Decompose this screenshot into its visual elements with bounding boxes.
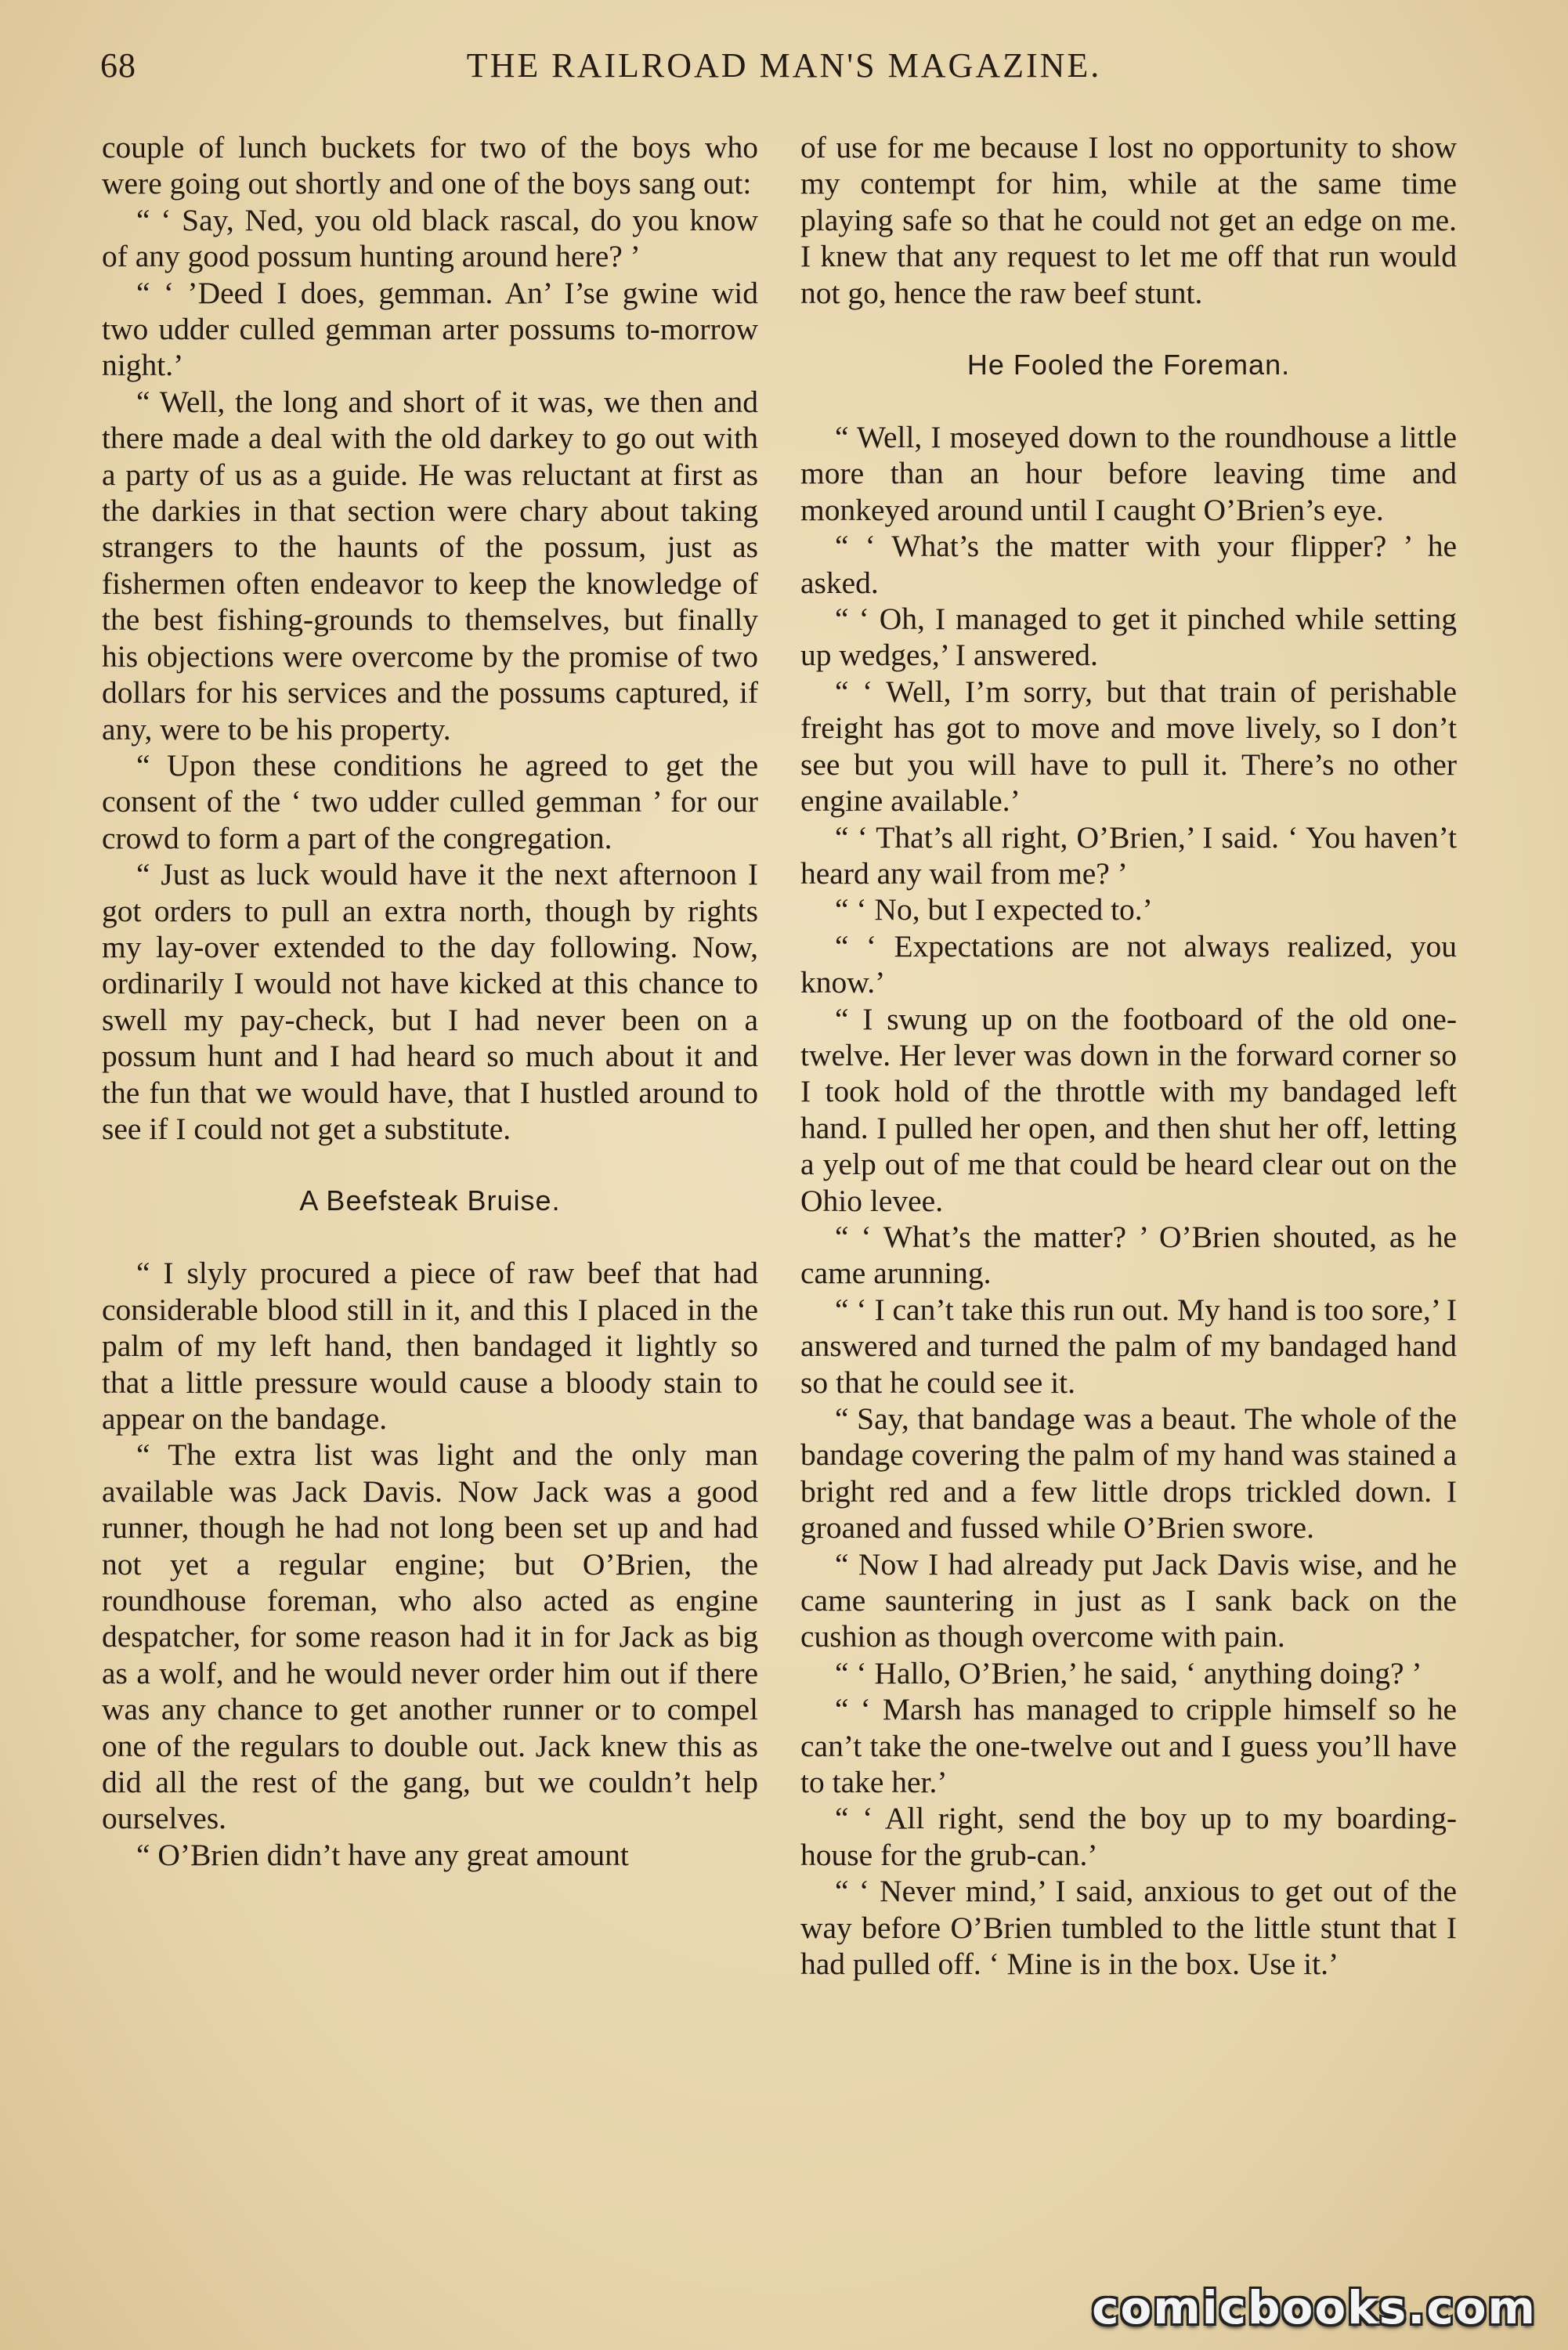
paragraph: “ Well, the long and short of it was, we then and there made a deal with the old darkey to go out with a party of us as a guide. He was reluctant at first as the darkies in that section were chary about taking strangers to the haunts of the possum, just as fishermen often endeavor to keep the knowledge of the best fishing-grounds to themselves, but finally his objections were overcome by the promise of two dollars for his services and the possums captured, if any, were to be his property. xyxy=(102,384,758,747)
paragraph: “ The extra list was light and the only man available was Jack Davis. Now Jack was a good runner, though he had not long been set up and had not yet a regular engine; but O’Brien, the roundhouse foreman, who also acted as engine despatcher, for some reason had it in for Jack as big as a wolf, and he would never order him out if there was any chance to get another runner or to compel one of the regulars to double out. Jack knew this as did all the rest of the gang, but we couldn’t help ourselves. xyxy=(102,1437,758,1836)
paragraph: “ ‘ ’Deed I does, gemman. An’ I’se gwine wid two udder culled gemman arter possums to-morrow night.’ xyxy=(102,275,758,383)
paragraph: of use for me because I lost no opportunity to show my contempt for him, while at the same time playing safe so that he could not get an edge on me. I knew that any request to let me off that run would not go, hence the raw beef stunt. xyxy=(800,130,1457,310)
paragraph: “ ‘ All right, send the boy up to my boarding-house for the grub-can.’ xyxy=(800,1801,1457,1872)
paragraph: “ Say, that bandage was a beaut. The whole of the bandage covering the palm of my hand was stained a bright red and a few little drops trickled down. I groaned and fussed while O’Brien swore. xyxy=(800,1401,1457,1546)
paragraph: “ ‘ Well, I’m sorry, but that train of perishable freight has got to move and move lively, so I don’t see but you will have to pull it. There’s no other engine available.’ xyxy=(800,674,1457,819)
watermark-logo: comicbooks.com xyxy=(1092,2281,1537,2334)
paragraph: “ O’Brien didn’t have any great amount xyxy=(136,1837,629,1872)
paragraph: “ Well, I moseyed down to the roundhouse a little more than an hour before leaving time and monkeyed around until I caught O’Brien’s eye. xyxy=(800,420,1457,527)
paragraph: “ ‘ What’s the matter? ’ O’Brien shouted, as he came arunning. xyxy=(800,1219,1457,1291)
left-column xyxy=(102,129,758,1873)
paragraph: “ ‘ Never mind,’ I said, anxious to get out of the way before O’Brien tumbled to the little stunt that I had pulled off. ‘ Mine is in the box. Use it.’ xyxy=(800,1874,1457,1982)
paragraph: “ I swung up on the footboard of the old one-twelve. Her lever was down in the forward corner so I took hold of the throttle with my bandaged left hand. I pulled her open, and then shut her off, letting a yelp out of me that could be heard clear out on the Ohio levee. xyxy=(800,1001,1457,1218)
paragraph: “ ‘ Say, Ned, you old black rascal, do you know of any good possum hunting around here? ’ xyxy=(102,202,758,274)
section-subhead: He Fooled the Foreman. xyxy=(966,349,1291,381)
page-number: 68 xyxy=(100,46,136,85)
paragraph: “ ‘ That’s all right, O’Brien,’ I said. ‘ You haven’t heard any wail from me? ’ xyxy=(800,819,1457,891)
paragraph: “ Now I had already put Jack Davis wise, and he came sauntering in just as I sank back on the cushion as though overcome with pain. xyxy=(800,1546,1457,1654)
paragraph: “ I slyly procured a piece of raw beef that had considerable blood still in it, and this I placed in the palm of my left hand, then bandaged it lightly so that a little pressure would cause a bloody stain to appear on the bandage. xyxy=(102,1256,758,1436)
section-subhead: A Beefsteak Bruise. xyxy=(299,1184,561,1217)
paragraph: “ ‘ Hallo, O’Brien,’ he said, ‘ anything doing? ’ xyxy=(835,1655,1422,1690)
paragraph: “ ‘ Oh, I managed to get it pinched while setting up wedges,’ I answered. xyxy=(800,602,1457,673)
paragraph: “ ‘ No, but I expected to.’ xyxy=(835,892,1153,927)
paragraph: “ Upon these conditions he agreed to get the consent of the ‘ two udder culled gemman ’ for our crowd to form a part of the congregation. xyxy=(102,747,758,855)
right-column xyxy=(800,129,1457,1983)
paragraph: “ ‘ Expectations are not always realized, you know.’ xyxy=(800,928,1457,1000)
paragraph: “ ‘ What’s the matter with your flipper? ’ he asked. xyxy=(800,529,1457,600)
paragraph: couple of lunch buckets for two of the boys who were going out shortly and one of the boys sang out: xyxy=(102,130,758,201)
paragraph: “ ‘ I can’t take this run out. My hand is too sore,’ I answered and turned the palm of my bandaged hand so that he could see it. xyxy=(800,1292,1457,1400)
paragraph: “ Just as luck would have it the next afternoon I got orders to pull an extra north, though by rights my lay-over extended to the day following. Now, ordinarily I would not have kicked at this chance to swell my pay-check, but I had never been on a possum hunt and I had heard so much about it and the fun that we would have, that I hustled around to see if I could not get a substitute. xyxy=(102,857,758,1146)
paragraph: “ ‘ Marsh has managed to cripple himself so he can’t take the one-twelve out and I guess you’ll have to take her.’ xyxy=(800,1692,1457,1800)
running-head: THE RAILROAD MAN'S MAGAZINE. xyxy=(466,46,1102,85)
